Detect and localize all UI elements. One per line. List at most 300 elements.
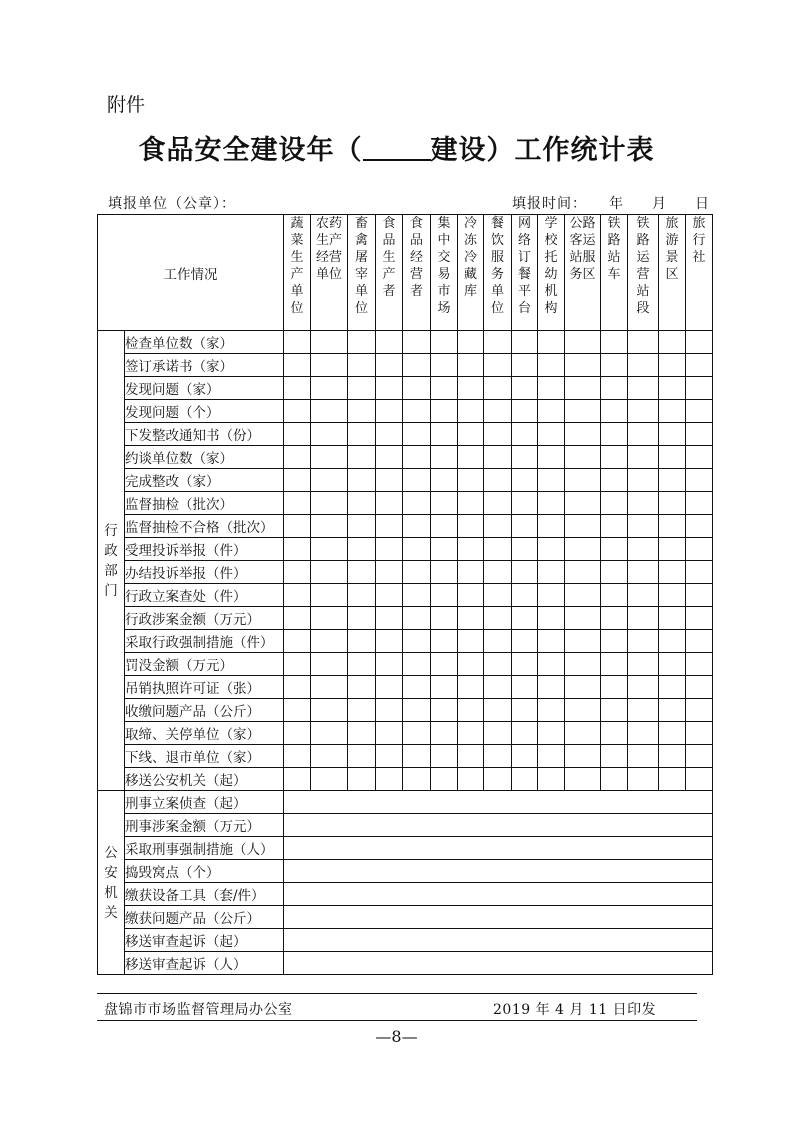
data-cell[interactable] (376, 607, 403, 630)
data-cell[interactable] (403, 584, 431, 607)
data-cell[interactable] (538, 354, 565, 377)
data-cell[interactable] (311, 400, 348, 423)
data-cell[interactable] (538, 653, 565, 676)
data-cell[interactable] (686, 469, 713, 492)
data-cell[interactable] (538, 515, 565, 538)
data-cell[interactable] (284, 515, 311, 538)
data-cell[interactable] (484, 354, 512, 377)
data-cell[interactable] (601, 492, 628, 515)
data-cell[interactable] (512, 538, 538, 561)
data-cell[interactable] (484, 584, 512, 607)
data-cell[interactable] (659, 561, 686, 584)
data-cell[interactable] (284, 814, 713, 837)
data-cell[interactable] (601, 699, 628, 722)
data-cell[interactable] (686, 377, 713, 400)
data-cell[interactable] (512, 676, 538, 699)
data-cell[interactable] (348, 515, 376, 538)
data-cell[interactable] (284, 745, 311, 768)
data-cell[interactable] (686, 446, 713, 469)
data-cell[interactable] (403, 722, 431, 745)
data-cell[interactable] (311, 630, 348, 653)
data-cell[interactable] (686, 722, 713, 745)
data-cell[interactable] (686, 400, 713, 423)
data-cell[interactable] (628, 699, 659, 722)
data-cell[interactable] (484, 561, 512, 584)
data-cell[interactable] (311, 607, 348, 630)
data-cell[interactable] (458, 561, 484, 584)
data-cell[interactable] (348, 400, 376, 423)
data-cell[interactable] (403, 469, 431, 492)
data-cell[interactable] (659, 676, 686, 699)
data-cell[interactable] (565, 377, 601, 400)
data-cell[interactable] (484, 331, 512, 354)
data-cell[interactable] (538, 561, 565, 584)
data-cell[interactable] (565, 446, 601, 469)
data-cell[interactable] (512, 400, 538, 423)
data-cell[interactable] (484, 492, 512, 515)
data-cell[interactable] (565, 653, 601, 676)
data-cell[interactable] (458, 377, 484, 400)
data-cell[interactable] (659, 377, 686, 400)
data-cell[interactable] (311, 492, 348, 515)
data-cell[interactable] (284, 906, 713, 929)
data-cell[interactable] (565, 722, 601, 745)
data-cell[interactable] (565, 354, 601, 377)
data-cell[interactable] (659, 446, 686, 469)
data-cell[interactable] (686, 607, 713, 630)
data-cell[interactable] (565, 561, 601, 584)
data-cell[interactable] (284, 400, 311, 423)
data-cell[interactable] (601, 722, 628, 745)
data-cell[interactable] (284, 630, 311, 653)
data-cell[interactable] (565, 331, 601, 354)
data-cell[interactable] (538, 423, 565, 446)
data-cell[interactable] (311, 745, 348, 768)
data-cell[interactable] (628, 584, 659, 607)
data-cell[interactable] (403, 423, 431, 446)
data-cell[interactable] (686, 515, 713, 538)
data-cell[interactable] (628, 469, 659, 492)
data-cell[interactable] (458, 699, 484, 722)
data-cell[interactable] (686, 561, 713, 584)
data-cell[interactable] (565, 699, 601, 722)
data-cell[interactable] (431, 745, 458, 768)
data-cell[interactable] (565, 538, 601, 561)
data-cell[interactable] (403, 377, 431, 400)
data-cell[interactable] (376, 676, 403, 699)
data-cell[interactable] (628, 400, 659, 423)
data-cell[interactable] (431, 584, 458, 607)
data-cell[interactable] (458, 745, 484, 768)
data-cell[interactable] (659, 653, 686, 676)
data-cell[interactable] (431, 630, 458, 653)
data-cell[interactable] (538, 676, 565, 699)
data-cell[interactable] (348, 492, 376, 515)
data-cell[interactable] (284, 607, 311, 630)
data-cell[interactable] (686, 423, 713, 446)
data-cell[interactable] (348, 354, 376, 377)
data-cell[interactable] (403, 354, 431, 377)
data-cell[interactable] (686, 699, 713, 722)
data-cell[interactable] (458, 722, 484, 745)
data-cell[interactable] (601, 745, 628, 768)
data-cell[interactable] (512, 515, 538, 538)
data-cell[interactable] (659, 469, 686, 492)
data-cell[interactable] (628, 561, 659, 584)
data-cell[interactable] (458, 423, 484, 446)
data-cell[interactable] (284, 952, 713, 975)
data-cell[interactable] (458, 584, 484, 607)
data-cell[interactable] (565, 400, 601, 423)
data-cell[interactable] (284, 538, 311, 561)
data-cell[interactable] (311, 653, 348, 676)
data-cell[interactable] (601, 515, 628, 538)
data-cell[interactable] (484, 469, 512, 492)
data-cell[interactable] (376, 745, 403, 768)
data-cell[interactable] (348, 653, 376, 676)
data-cell[interactable] (512, 561, 538, 584)
data-cell[interactable] (311, 676, 348, 699)
data-cell[interactable] (403, 538, 431, 561)
data-cell[interactable] (376, 400, 403, 423)
data-cell[interactable] (512, 584, 538, 607)
data-cell[interactable] (484, 377, 512, 400)
data-cell[interactable] (538, 768, 565, 791)
data-cell[interactable] (348, 377, 376, 400)
data-cell[interactable] (686, 768, 713, 791)
data-cell[interactable] (376, 469, 403, 492)
data-cell[interactable] (538, 745, 565, 768)
data-cell[interactable] (565, 423, 601, 446)
data-cell[interactable] (431, 423, 458, 446)
data-cell[interactable] (628, 492, 659, 515)
data-cell[interactable] (431, 561, 458, 584)
data-cell[interactable] (311, 538, 348, 561)
data-cell[interactable] (458, 653, 484, 676)
data-cell[interactable] (565, 745, 601, 768)
data-cell[interactable] (376, 446, 403, 469)
data-cell[interactable] (565, 515, 601, 538)
data-cell[interactable] (431, 377, 458, 400)
data-cell[interactable] (284, 469, 311, 492)
data-cell[interactable] (376, 354, 403, 377)
data-cell[interactable] (431, 354, 458, 377)
data-cell[interactable] (484, 745, 512, 768)
data-cell[interactable] (403, 653, 431, 676)
data-cell[interactable] (311, 722, 348, 745)
data-cell[interactable] (431, 515, 458, 538)
data-cell[interactable] (376, 722, 403, 745)
data-cell[interactable] (512, 722, 538, 745)
data-cell[interactable] (601, 607, 628, 630)
data-cell[interactable] (565, 676, 601, 699)
data-cell[interactable] (431, 699, 458, 722)
data-cell[interactable] (376, 768, 403, 791)
data-cell[interactable] (376, 423, 403, 446)
data-cell[interactable] (348, 699, 376, 722)
data-cell[interactable] (628, 653, 659, 676)
data-cell[interactable] (628, 515, 659, 538)
data-cell[interactable] (484, 722, 512, 745)
data-cell[interactable] (628, 331, 659, 354)
data-cell[interactable] (348, 469, 376, 492)
data-cell[interactable] (484, 676, 512, 699)
data-cell[interactable] (311, 469, 348, 492)
data-cell[interactable] (538, 331, 565, 354)
data-cell[interactable] (403, 400, 431, 423)
data-cell[interactable] (348, 607, 376, 630)
data-cell[interactable] (376, 630, 403, 653)
data-cell[interactable] (512, 354, 538, 377)
data-cell[interactable] (686, 584, 713, 607)
data-cell[interactable] (458, 607, 484, 630)
data-cell[interactable] (348, 676, 376, 699)
data-cell[interactable] (628, 446, 659, 469)
data-cell[interactable] (403, 676, 431, 699)
data-cell[interactable] (376, 515, 403, 538)
data-cell[interactable] (538, 722, 565, 745)
data-cell[interactable] (284, 377, 311, 400)
data-cell[interactable] (284, 584, 311, 607)
data-cell[interactable] (484, 653, 512, 676)
data-cell[interactable] (628, 538, 659, 561)
data-cell[interactable] (348, 423, 376, 446)
data-cell[interactable] (484, 400, 512, 423)
data-cell[interactable] (686, 331, 713, 354)
data-cell[interactable] (484, 515, 512, 538)
data-cell[interactable] (484, 768, 512, 791)
data-cell[interactable] (601, 400, 628, 423)
data-cell[interactable] (686, 354, 713, 377)
data-cell[interactable] (538, 607, 565, 630)
data-cell[interactable] (431, 653, 458, 676)
data-cell[interactable] (484, 607, 512, 630)
data-cell[interactable] (458, 538, 484, 561)
data-cell[interactable] (538, 469, 565, 492)
data-cell[interactable] (311, 331, 348, 354)
data-cell[interactable] (659, 354, 686, 377)
data-cell[interactable] (601, 354, 628, 377)
data-cell[interactable] (431, 676, 458, 699)
data-cell[interactable] (601, 561, 628, 584)
data-cell[interactable] (538, 377, 565, 400)
data-cell[interactable] (659, 400, 686, 423)
data-cell[interactable] (284, 791, 713, 814)
data-cell[interactable] (538, 584, 565, 607)
data-cell[interactable] (512, 768, 538, 791)
data-cell[interactable] (403, 446, 431, 469)
data-cell[interactable] (686, 538, 713, 561)
data-cell[interactable] (601, 446, 628, 469)
data-cell[interactable] (431, 331, 458, 354)
data-cell[interactable] (686, 630, 713, 653)
data-cell[interactable] (659, 607, 686, 630)
data-cell[interactable] (431, 446, 458, 469)
data-cell[interactable] (376, 538, 403, 561)
data-cell[interactable] (376, 699, 403, 722)
data-cell[interactable] (484, 423, 512, 446)
data-cell[interactable] (512, 653, 538, 676)
data-cell[interactable] (403, 630, 431, 653)
data-cell[interactable] (538, 400, 565, 423)
data-cell[interactable] (403, 607, 431, 630)
data-cell[interactable] (565, 630, 601, 653)
data-cell[interactable] (565, 469, 601, 492)
data-cell[interactable] (311, 354, 348, 377)
data-cell[interactable] (512, 492, 538, 515)
data-cell[interactable] (403, 492, 431, 515)
data-cell[interactable] (376, 492, 403, 515)
data-cell[interactable] (601, 653, 628, 676)
data-cell[interactable] (601, 584, 628, 607)
data-cell[interactable] (484, 538, 512, 561)
data-cell[interactable] (284, 423, 311, 446)
data-cell[interactable] (284, 722, 311, 745)
data-cell[interactable] (628, 377, 659, 400)
data-cell[interactable] (431, 492, 458, 515)
data-cell[interactable] (284, 837, 713, 860)
data-cell[interactable] (431, 768, 458, 791)
data-cell[interactable] (512, 377, 538, 400)
data-cell[interactable] (458, 469, 484, 492)
data-cell[interactable] (659, 423, 686, 446)
data-cell[interactable] (601, 331, 628, 354)
data-cell[interactable] (538, 630, 565, 653)
data-cell[interactable] (512, 699, 538, 722)
data-cell[interactable] (458, 446, 484, 469)
data-cell[interactable] (686, 492, 713, 515)
data-cell[interactable] (601, 469, 628, 492)
data-cell[interactable] (311, 561, 348, 584)
data-cell[interactable] (431, 469, 458, 492)
data-cell[interactable] (348, 722, 376, 745)
data-cell[interactable] (311, 515, 348, 538)
data-cell[interactable] (659, 492, 686, 515)
data-cell[interactable] (348, 538, 376, 561)
data-cell[interactable] (512, 745, 538, 768)
data-cell[interactable] (484, 630, 512, 653)
data-cell[interactable] (311, 377, 348, 400)
data-cell[interactable] (348, 331, 376, 354)
data-cell[interactable] (284, 331, 311, 354)
data-cell[interactable] (284, 768, 311, 791)
data-cell[interactable] (484, 699, 512, 722)
data-cell[interactable] (431, 400, 458, 423)
data-cell[interactable] (512, 331, 538, 354)
data-cell[interactable] (376, 331, 403, 354)
data-cell[interactable] (348, 630, 376, 653)
data-cell[interactable] (538, 446, 565, 469)
data-cell[interactable] (686, 745, 713, 768)
data-cell[interactable] (403, 561, 431, 584)
data-cell[interactable] (284, 699, 311, 722)
data-cell[interactable] (284, 653, 311, 676)
data-cell[interactable] (458, 630, 484, 653)
data-cell[interactable] (659, 768, 686, 791)
data-cell[interactable] (601, 630, 628, 653)
data-cell[interactable] (565, 607, 601, 630)
data-cell[interactable] (311, 423, 348, 446)
data-cell[interactable] (565, 492, 601, 515)
data-cell[interactable] (311, 768, 348, 791)
data-cell[interactable] (565, 768, 601, 791)
data-cell[interactable] (601, 423, 628, 446)
data-cell[interactable] (348, 768, 376, 791)
data-cell[interactable] (284, 883, 713, 906)
data-cell[interactable] (628, 768, 659, 791)
data-cell[interactable] (458, 768, 484, 791)
data-cell[interactable] (458, 400, 484, 423)
data-cell[interactable] (348, 561, 376, 584)
data-cell[interactable] (538, 538, 565, 561)
data-cell[interactable] (538, 699, 565, 722)
data-cell[interactable] (484, 446, 512, 469)
data-cell[interactable] (348, 446, 376, 469)
data-cell[interactable] (431, 538, 458, 561)
data-cell[interactable] (376, 561, 403, 584)
data-cell[interactable] (403, 331, 431, 354)
data-cell[interactable] (628, 354, 659, 377)
data-cell[interactable] (284, 676, 311, 699)
data-cell[interactable] (565, 584, 601, 607)
data-cell[interactable] (311, 699, 348, 722)
data-cell[interactable] (376, 377, 403, 400)
data-cell[interactable] (458, 492, 484, 515)
data-cell[interactable] (512, 423, 538, 446)
data-cell[interactable] (348, 584, 376, 607)
data-cell[interactable] (659, 722, 686, 745)
data-cell[interactable] (538, 492, 565, 515)
data-cell[interactable] (628, 722, 659, 745)
data-cell[interactable] (458, 676, 484, 699)
data-cell[interactable] (403, 515, 431, 538)
data-cell[interactable] (512, 607, 538, 630)
data-cell[interactable] (376, 584, 403, 607)
data-cell[interactable] (284, 929, 713, 952)
data-cell[interactable] (431, 722, 458, 745)
data-cell[interactable] (659, 515, 686, 538)
data-cell[interactable] (284, 354, 311, 377)
data-cell[interactable] (311, 446, 348, 469)
data-cell[interactable] (458, 515, 484, 538)
data-cell[interactable] (628, 745, 659, 768)
data-cell[interactable] (659, 745, 686, 768)
data-cell[interactable] (659, 331, 686, 354)
data-cell[interactable] (628, 676, 659, 699)
data-cell[interactable] (601, 768, 628, 791)
data-cell[interactable] (458, 331, 484, 354)
data-cell[interactable] (512, 446, 538, 469)
data-cell[interactable] (311, 584, 348, 607)
data-cell[interactable] (512, 630, 538, 653)
data-cell[interactable] (403, 745, 431, 768)
data-cell[interactable] (659, 538, 686, 561)
data-cell[interactable] (601, 676, 628, 699)
data-cell[interactable] (628, 630, 659, 653)
data-cell[interactable] (284, 492, 311, 515)
data-cell[interactable] (601, 538, 628, 561)
data-cell[interactable] (431, 607, 458, 630)
data-cell[interactable] (403, 768, 431, 791)
data-cell[interactable] (284, 860, 713, 883)
data-cell[interactable] (659, 584, 686, 607)
data-cell[interactable] (458, 354, 484, 377)
data-cell[interactable] (686, 653, 713, 676)
data-cell[interactable] (686, 676, 713, 699)
data-cell[interactable] (348, 745, 376, 768)
data-cell[interactable] (628, 423, 659, 446)
data-cell[interactable] (284, 561, 311, 584)
